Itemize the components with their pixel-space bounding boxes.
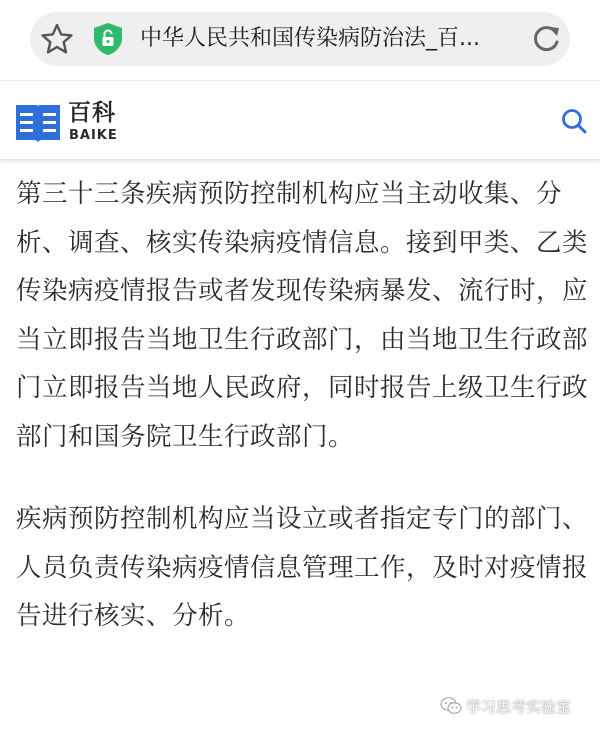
address-bar[interactable] xyxy=(30,12,570,66)
logo-text-en: BAIKE xyxy=(69,128,118,143)
reload-icon[interactable] xyxy=(530,23,562,55)
article-paragraph: 第三十三条疾病预防控制机构应当主动收集、分析、调查、核实传染病疫情信息。接到甲类、乙类传染病疫情报告或者发现传染病暴发、流行时，应当立即报告当地卫生行政部门，由当地卫生行政部门立即报告当地人民政府，同时报告上级卫生行政部门和国务院卫生行政部门。 xyxy=(16,179,589,452)
article-body xyxy=(16,170,588,641)
search-icon[interactable] xyxy=(560,107,588,135)
star-icon[interactable] xyxy=(40,22,74,56)
baike-logo[interactable] xyxy=(14,101,134,145)
watermark xyxy=(440,694,571,718)
site-header xyxy=(0,80,600,159)
article-paragraph: 疾病预防控制机构应当设立或者指定专门的部门、人员负责传染病疫情信息管理工作，及时对疫情报告进行核实、分析。 xyxy=(16,504,589,631)
wechat-icon xyxy=(440,696,462,716)
shield-lock-icon[interactable] xyxy=(92,22,124,56)
logo-text-cn: 百科 xyxy=(68,100,116,126)
browser-toolbar xyxy=(0,0,600,80)
page-title[interactable]: 中华人民共和国传染病防治法_百... xyxy=(140,26,480,51)
book-logo-icon xyxy=(14,101,62,145)
watermark-text: 学习思考实验室 xyxy=(466,697,572,716)
